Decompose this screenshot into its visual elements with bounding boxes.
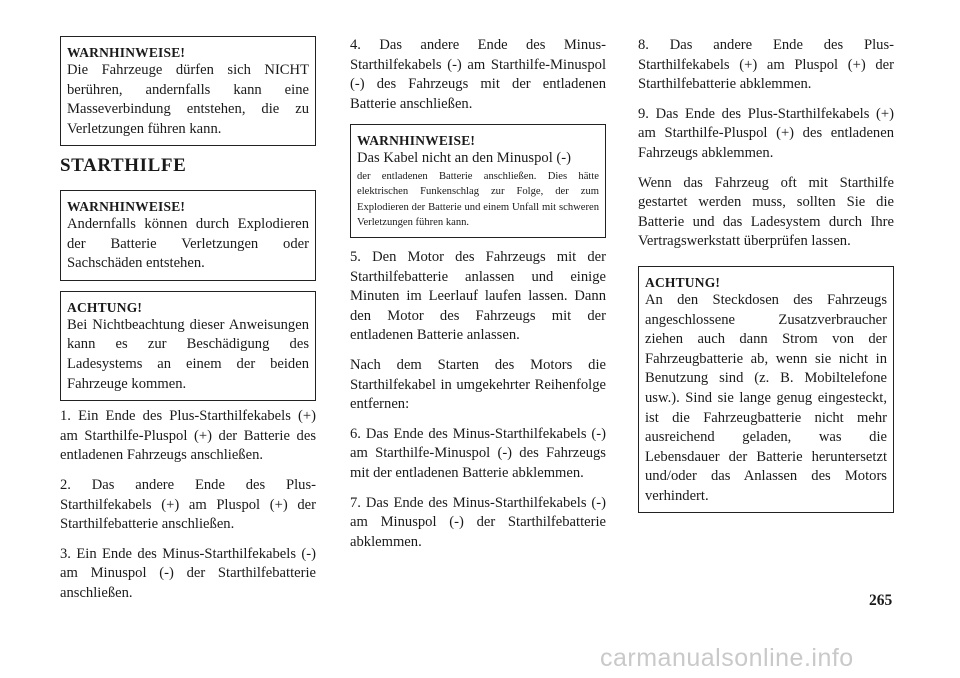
caution-text: An den Steckdosen des Fahrzeugs angeschlossene Zusatzverbraucher ziehen auch dann Strom von der Fahrzeugbatterie ab, wenn sie nicht in Benutzung sind (z. B. Mobiltelefone usw.). Sind sie lange genug eingesteckt, ist die Fahrzeugbatterie nicht mehr ausreichend geladen, was die Lebensdauer der Batterie heruntersetzt und/oder das Anlassen des Motors verhindert. [645,291,887,504]
column-1 [60,36,316,613]
step-3: 3. Ein Ende des Minus-Starthilfekabels (-) am Minuspol (-) der Starthilfebatterie anschließen. [60,545,316,601]
warning-title: WARNHINWEISE! [67,198,186,214]
advice-text: Wenn das Fahrzeug oft mit Starthilfe gestartet werden muss, sollten Sie die Batterie und das Ladesystem durch Ihre Vertragswerkstatt überprüfen lassen. [638,174,894,250]
column-2 [350,36,606,562]
caution-box-1 [60,291,316,401]
warning-text: Andernfalls können durch Explodieren der Batterie Verletzungen oder Sachschäden entstehen. [67,215,309,272]
caution-title: ACHTUNG! [67,299,143,315]
page-number: 265 [869,592,893,609]
warning-title: WARNHINWEISE! [357,133,476,149]
warning-text: Das Kabel nicht an den Minuspol (-) [357,150,571,167]
step-7: 7. Das Ende des Minus-Starthilfekabels (-) am Minuspol (-) der Starthilfebatterie abklemmen. [350,494,606,550]
warning-box-3 [350,124,606,238]
step-9: 9. Das Ende des Plus-Starthilfekabels (+) am Starthilfe-Pluspol (+) des entladenen Fahrzeugs abklemmen. [638,105,894,161]
caution-title: ACHTUNG! [645,274,721,290]
warning-box-2 [60,190,316,281]
step-6: 6. Das Ende des Minus-Starthilfekabels (-) am Starthilfe-Minuspol (-) des Fahrzeugs mit der entladenen Batterie abklemmen. [350,425,606,481]
watermark: carmanualsonline.info [600,644,854,672]
warning-box-1 [60,36,316,146]
caution-box-2 [638,266,894,514]
section-heading: STARTHILFE [60,155,187,177]
step-4: 4. Das andere Ende des Minus-Starthilfekabels (-) am Starthilfe-Minuspol (-) des Fahrzeugs mit der entladenen Batterie anschließen. [350,37,606,112]
warning-text: Die Fahrzeuge dürfen sich NICHT berühren, andernfalls kann eine Masseverbindung entstehen, die zu Verletzungen führen kann. [67,62,309,137]
warning-small-text: der entladenen Batterie anschließen. Dies hätte elektrischen Funkenschlag zur Folge, der zum Explodieren der Batterie und einem Unfall mit schweren Verletzungen führen kann. [357,170,599,229]
step-2: 2. Das andere Ende des Plus-Starthilfekabels (+) am Pluspol (+) der Starthilfebatterie anschließen. [60,476,316,533]
caution-text: Bei Nichtbeachtung dieser Anweisungen kann es zur Beschädigung des Ladesystems an einem der beiden Fahrzeuge kommen. [67,316,309,392]
step-5: 5. Den Motor des Fahrzeugs mit der Starthilfebatterie anlassen und einige Minuten im Leerlauf laufen lassen. Dann den Motor des Fahrzeugs mit der entladenen Batterie anlassen. [350,248,606,344]
step-8: 8. Das andere Ende des Plus-Starthilfekabels (+) am Pluspol (+) der Starthilfebatterie abklemmen. [638,37,894,93]
after-start-note: Nach dem Starten des Motors die Starthilfekabel in umgekehrter Reihenfolge entfernen: [350,356,606,413]
column-3 [638,36,894,523]
warning-title: WARNHINWEISE! [67,45,186,60]
step-1: 1. Ein Ende des Plus-Starthilfekabels (+) am Starthilfe-Pluspol (+) der Batterie des entladenen Fahrzeugs anschließen. [60,408,316,464]
